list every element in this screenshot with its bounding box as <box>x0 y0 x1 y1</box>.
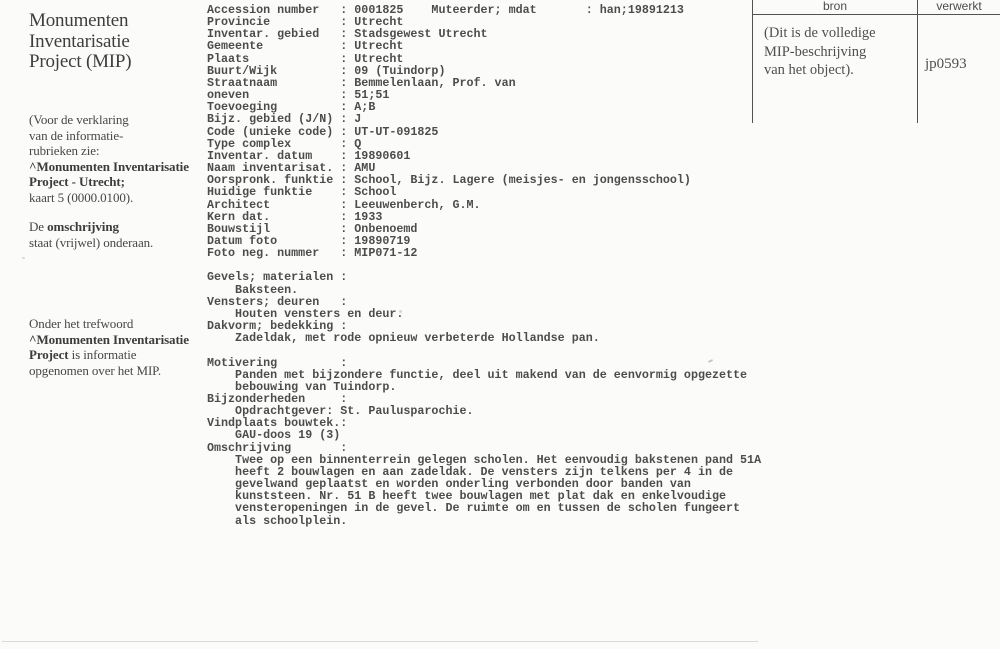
table-header-rule <box>752 14 1000 15</box>
column-header-verwerkt: verwerkt <box>936 0 982 13</box>
note-omschrijving-hint: De omschrijving staat (vrijwel) onderaan. <box>29 219 154 250</box>
scan-speckle <box>399 310 402 313</box>
table-vertical-line-left <box>752 0 753 123</box>
table-vertical-line-middle <box>917 0 918 123</box>
verwerkt-code: jp0593 <box>925 56 967 72</box>
note-trefwoord: Onder het trefwoord ^Monumenten Inventarisatie Project is informatie opgenomen over het MIP. <box>29 316 189 378</box>
column-header-bron: bron <box>822 0 848 13</box>
scan-edge-line <box>2 641 758 642</box>
mip-title: Monumenten Inventarisatie Project (MIP) <box>29 10 132 72</box>
note-information-rubrics: (Voor de verklaring van de informatie- rubrieken zie: ^Monumenten Inventarisatie Project - Utrecht; kaart 5 (0000.0100). <box>29 112 189 205</box>
scan-speckle <box>22 257 25 259</box>
bron-note: (Dit is de volledige MIP-beschrijving van het object). <box>764 25 876 79</box>
mip-record-text: Accession number : 0001825 Muteerder; mdat : han;19891213 Provincie : Utrecht Inventar. gebied : Stadsgewest Utrecht Gemeente : Utrecht Plaats : Utrecht Buurt/Wijk : 09 (Tuindorp) Straatnaam : Bemmelenlaan, Prof. van oneven : 51;51 Toevoeging : A;B Bijz. gebied (J/N) : J Code (unieke code) : UT-UT-091825 Type complex : Q Inventar. datum : 19890601 Naam inventarisat. : AMU Oorspronk. funktie : School, Bijz. Lagere (meisjes- en jongensschool) Huidige funktie : School Architect : Leeuwenberch, G.M. Kern dat. : 1933 Bouwstijl : Onbenoemd Datum foto : 19890719 Foto neg. nummer : MIP071-12 Gevels; materialen : Baksteen. Vensters; deuren : Houten vensters en deur. Dakvorm; bedekking : Zadeldak, met rode opnieuw verbeterde Hollandse pan. Motivering : Panden met bijzondere functie, deel uit makend van de eenvormig opgezette bebouwing van Tuindorp. Bijzonderheden : Opdrachtgever: St. Paulusparochie. Vindplaats bouwtek.: GAU-doos 19 (3) Omschrijving : Twee op een binnenterrein gelegen scholen. Het eenvoudig bakstenen pand 51A heeft 2 bouwlagen en aan zadeldak. De vensters zijn telkens per 4 in de gevelwand geplaatst en worden onderling verbonden door banden van kunststeen. Nr. 51 B heeft twee bouwlagen met plat dak en enkelvoudige vensteropeningen in de gevel. De ruimte om en tussen de scholen fungeert als schoolplein. <box>207 3 762 528</box>
